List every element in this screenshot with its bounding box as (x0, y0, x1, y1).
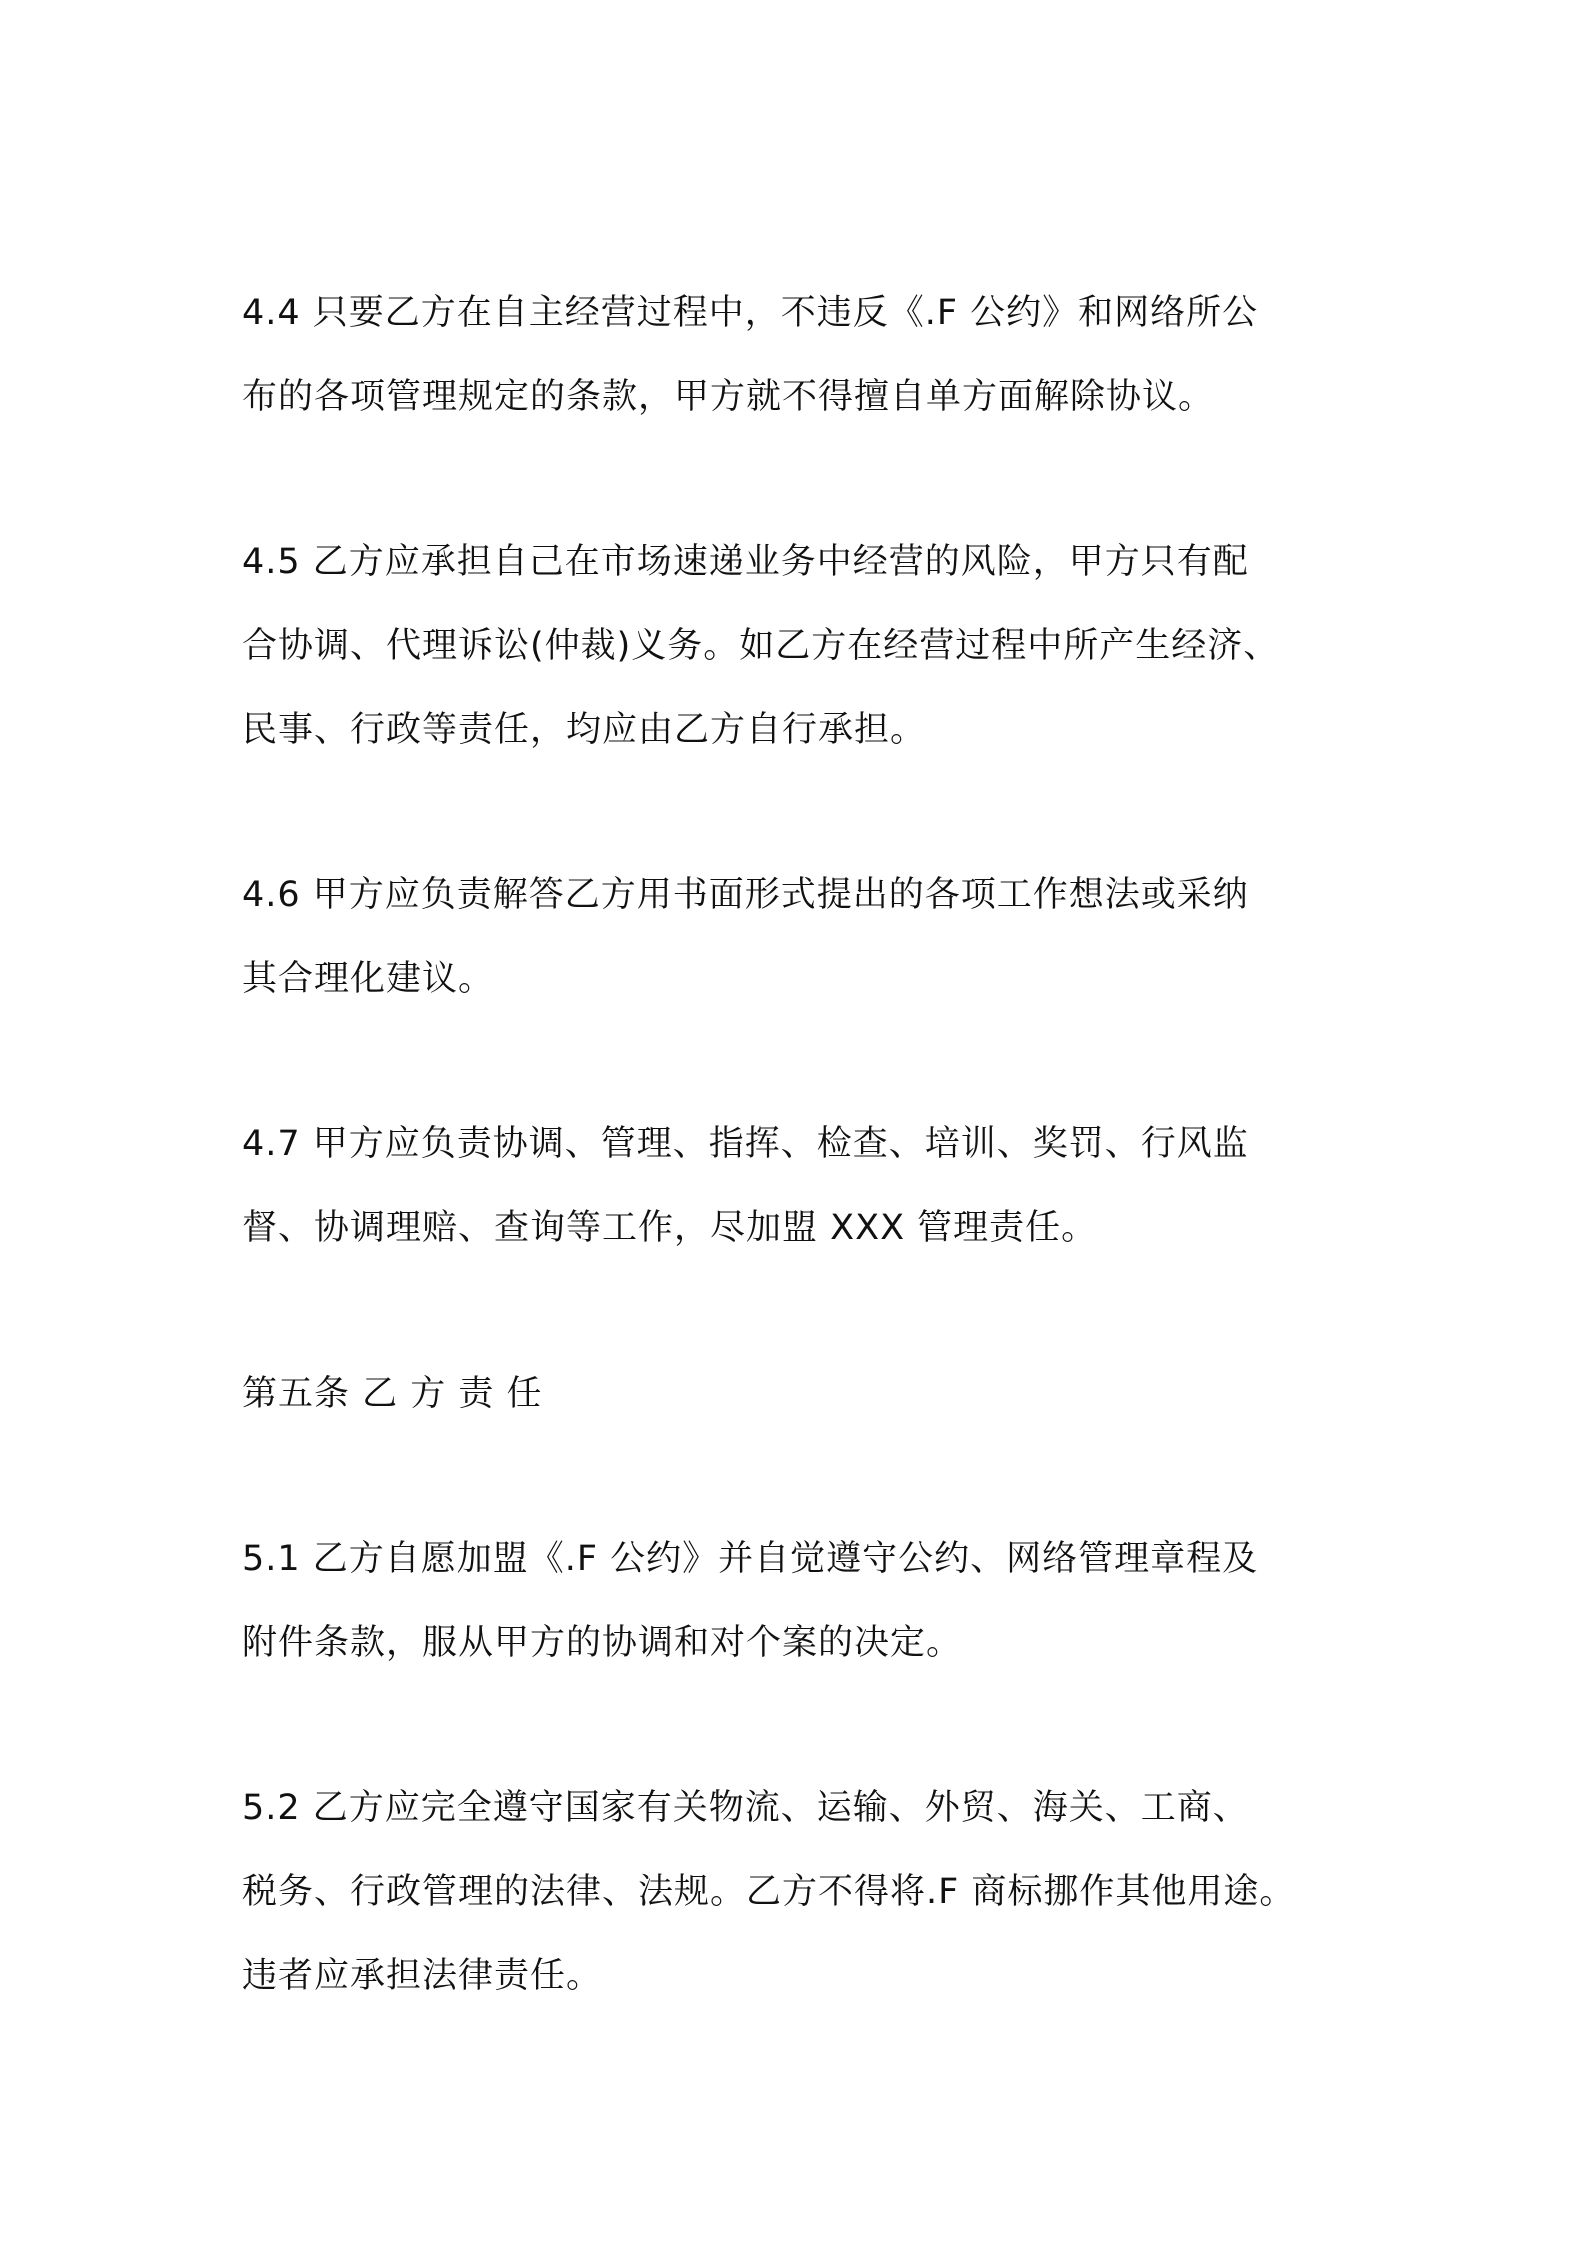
clause-4-6-line-2: 其合理化建议。 (242, 959, 495, 999)
clause-5-2-line-3: 违者应承担法律责任。 (242, 1956, 603, 1996)
clause-5-1-line-2: 附件条款，服从甲方的协调和对个案的决定。 (242, 1623, 963, 1663)
clause-4-7-line-2: 督、协调理赔、查询等工作，尽加盟 XXX 管理责任。 (242, 1208, 1098, 1248)
clause-4-5-line-1: 4.5 乙方应承担自己在市场速递业务中经营的风险，甲方只有配 (242, 542, 1249, 582)
clause-5-1-line-1: 5.1 乙方自愿加盟《.F 公约》并自觉遵守公约、网络管理章程及 (242, 1539, 1259, 1579)
clause-4-5-line-2: 合协调、代理诉讼(仲裁)义务。如乙方在经营过程中所产生经济、 (242, 626, 1280, 666)
article-5-heading: 第五条 乙 方 责 任 (242, 1374, 543, 1414)
clause-4-4-line-1: 4.4 只要乙方在自主经营过程中，不违反《.F 公约》和网络所公 (242, 293, 1259, 333)
clause-4-5-line-3: 民事、行政等责任，均应由乙方自行承担。 (242, 710, 927, 750)
clause-5-2-line-2: 税务、行政管理的法律、法规。乙方不得将.F 商标挪作其他用途。 (242, 1872, 1296, 1912)
clause-5-2-line-1: 5.2 乙方应完全遵守国家有关物流、运输、外贸、海关、工商、 (242, 1788, 1249, 1828)
clause-4-6-line-1: 4.6 甲方应负责解答乙方用书面形式提出的各项工作想法或采纳 (242, 875, 1249, 915)
clause-4-4-line-2: 布的各项管理规定的条款，甲方就不得擅自单方面解除协议。 (242, 377, 1215, 417)
clause-4-7-line-1: 4.7 甲方应负责协调、管理、指挥、检查、培训、奖罚、行风监 (242, 1124, 1249, 1164)
